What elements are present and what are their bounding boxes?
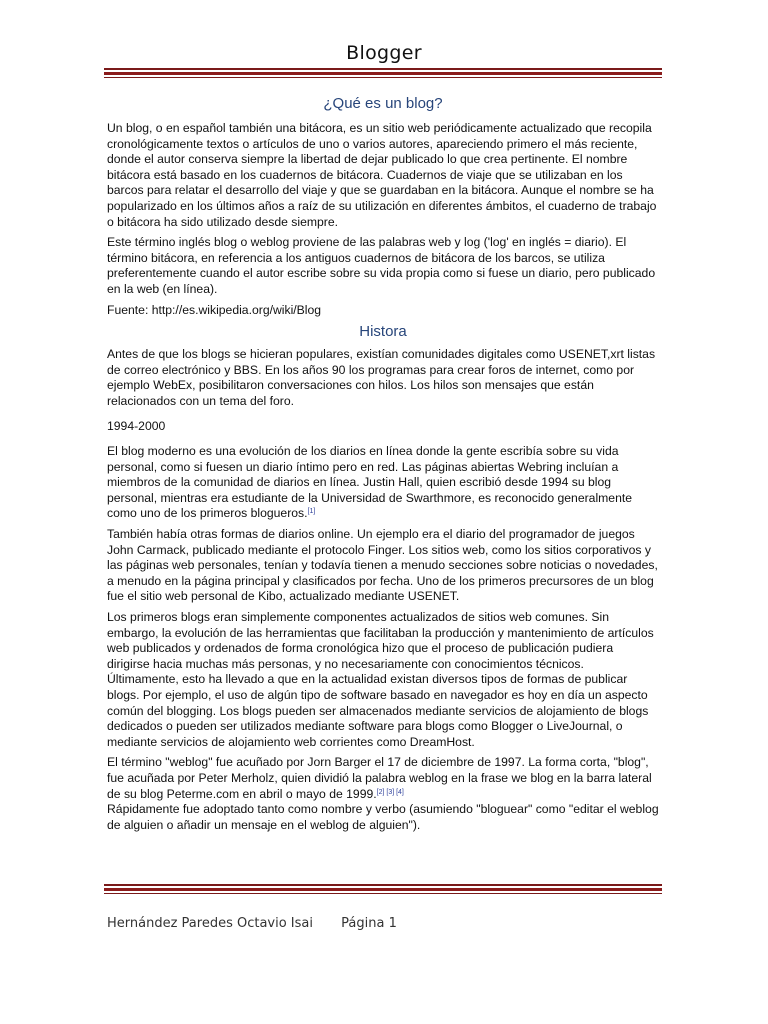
footer-author: Hernández Paredes Octavio Isai [107, 916, 313, 931]
paragraph: Antes de que los blogs se hicieran populares, existían comunidades digitales como USENET,xrt listas de correo electrónico y BBS. En los años 90 los programas para crear foros de internet, como por ejemplo WebEx, posibilitaron conversaciones con hilos. Los hilos son mensajes que están relacionados con un tema del foro. [107, 347, 656, 408]
page-header-title: Blogger [346, 42, 422, 64]
paragraph-text: El término "weblog" fue acuñado por Jorn Barger el 17 de diciembre de 1997. La forma corta, "blog", fue acuñada por Peter Merholz, quien dividió la palabra weblog en la frase we blog en la barra lateral de su blog Peterme.com en abril o mayo de 1999. [107, 755, 652, 801]
footer-page-number: Página 1 [341, 916, 397, 931]
section-heading-que-es-blog: ¿Qué es un blog? [323, 95, 443, 112]
section-heading-historia: Histora [359, 323, 407, 341]
header-rule [104, 68, 662, 78]
citation-links[interactable]: [2] [3] [4] [376, 788, 404, 796]
paragraph: Este término inglés blog o weblog proviene de las palabras web y log ('log' en inglés = diario). El término bitácora, en referencia a los antiguos cuadernos de bitácora de los barcos, se utiliza preferentemente cuando el autor escribe sobre su vida propia como si fuese un diario, pero publicado en la web (en línea). [107, 235, 656, 296]
source-line: Fuente: http://es.wikipedia.org/wiki/Blog [107, 302, 322, 317]
paragraph [107, 444, 659, 522]
paragraph: También había otras formas de diarios online. Un ejemplo era el diario del programador de juegos John Carmack, publicado mediante el protocolo Finger. Los sitios web, como los sitios corporativos y las páginas web personales, tenían y todavía tienen a menudo secciones sobre noticias o novedades, a menudo en la página principal y clasificados por fecha. Uno de los primeros precursores de un blog fue el sitio web personal de Kibo, actualizado mediante USENET. [107, 527, 658, 604]
paragraph: Un blog, o en español también una bitácora, es un sitio web periódicamente actualizado que recopila cronológicamente textos o artículos de uno o varios autores, apareciendo primero el más reciente, donde el autor conserva siempre la libertad de dejar publicado lo que crea pertinente. El nombre bitácora está basado en los cuadernos de bitácora. Cuadernos de viaje que se utilizaban en los barcos para relatar el desarrollo del viaje y que se guardaban en la bitácora. Aunque el nombre se ha popularizado en los últimos años a raíz de su utilización en diferentes ámbitos, el cuaderno de trabajo o bitácora ha sido utilizado desde siempre. [107, 121, 657, 229]
paragraph-text: Rápidamente fue adoptado tanto como nombre y verbo (asumiendo "bloguear" como "editar el weblog de alguien o añadir un mensaje en el weblog de alguien"). [107, 802, 659, 832]
paragraph [107, 755, 659, 833]
paragraph-text: El blog moderno es una evolución de los diarios en línea donde la gente escribía sobre su vida personal, como si fuesen un diario íntimo pero en red. Las páginas abiertas Webring incluían a miembros de la comunidad de diarios en línea. Justin Hall, quien escribió desde 1994 su blog personal, mientras era estudiante de la Universidad de Swarthmore, es reconocido generalmente como uno de los primeros blogueros. [107, 444, 633, 521]
citation-link[interactable]: [1] [307, 508, 316, 516]
footer-rule [104, 884, 662, 894]
document-body [107, 95, 659, 838]
page-footer [107, 916, 397, 931]
years-label: 1994-2000 [107, 418, 166, 433]
paragraph: Los primeros blogs eran simplemente componentes actualizados de sitios web comunes. Sin embargo, la evolución de las herramientas que facilitaban la producción y mantenimiento de artículos web publicados y ordenados de forma cronológica hizo que el proceso de publicación pudiera dirigirse hacia muchas más personas, y no necesariamente con conocimientos técnicos. Últimamente, esto ha llevado a que en la actualidad existan diversos tipos de formas de publicar blogs. Por ejemplo, el uso de algún tipo de software basado en navegador es hoy en día un aspecto común del blogging. Los blogs pueden ser almacenados mediante servicios de alojamiento de blogs dedicados o pueden ser utilizados mediante software para blogs como Blogger o LiveJournal, o mediante servicios de alojamiento web corrientes como DreamHost. [107, 610, 654, 749]
